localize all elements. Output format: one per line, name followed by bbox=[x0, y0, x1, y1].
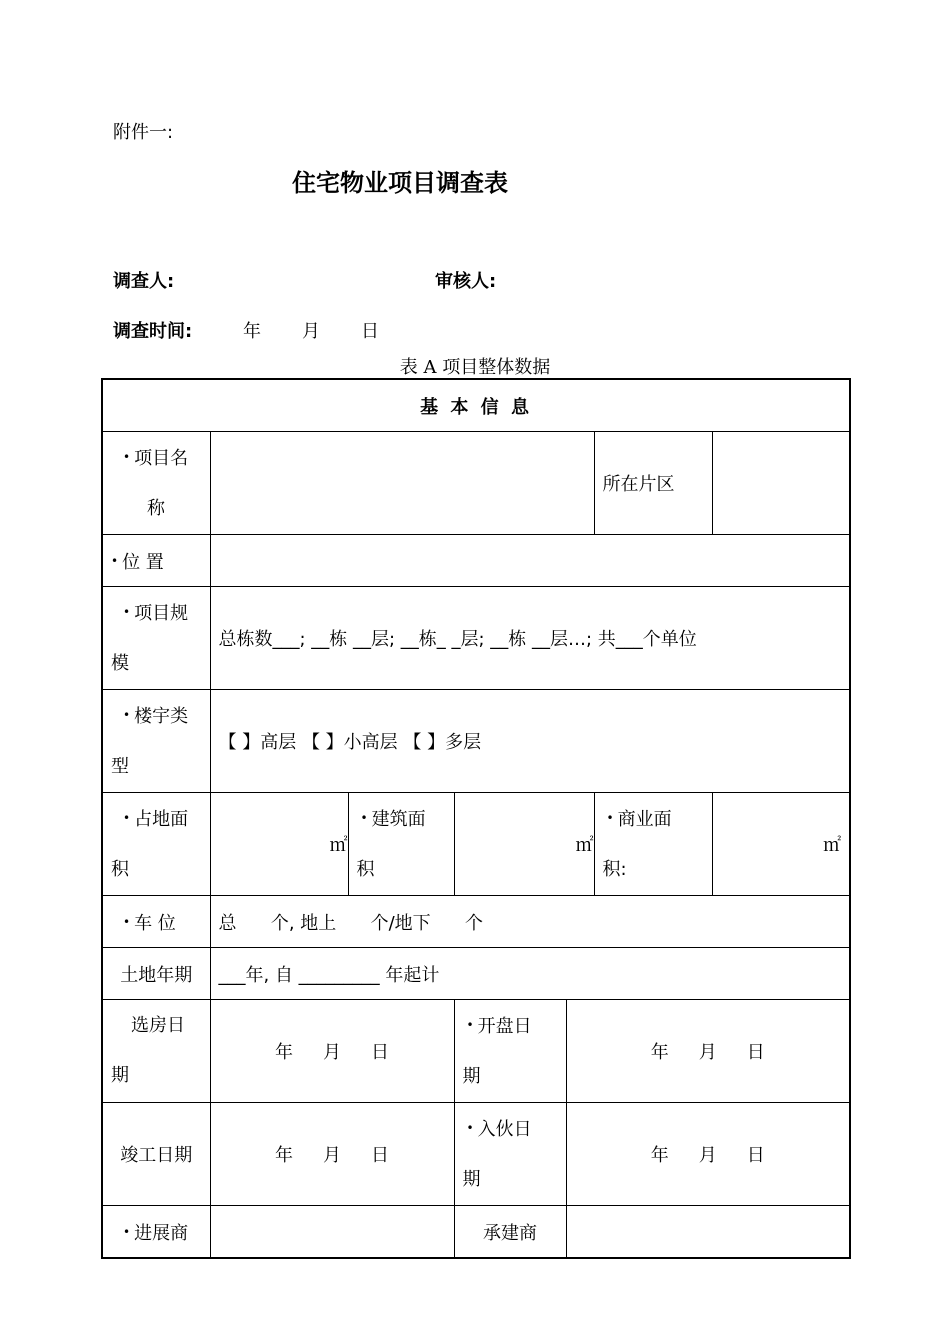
contractor-label: 承建商 bbox=[454, 1206, 566, 1259]
survey-time-month: 月 bbox=[302, 321, 320, 342]
bullet-icon: • bbox=[123, 708, 131, 722]
attachment-label: 附件一: bbox=[113, 122, 174, 143]
opening-date-field[interactable]: 年 月 日 bbox=[566, 1000, 850, 1103]
sqm-unit: ㎡ bbox=[329, 835, 348, 856]
floor-area-label: • 建筑面 积 bbox=[348, 793, 454, 896]
developer-field[interactable] bbox=[210, 1206, 454, 1259]
bullet-icon: • bbox=[111, 553, 119, 568]
survey-time-label: 调查时间: bbox=[113, 321, 193, 342]
page-title: 住宅物业项目调查表 bbox=[292, 169, 508, 197]
commercial-area-label: • 商业面 积: bbox=[594, 793, 712, 896]
move-in-date-field[interactable]: 年 月 日 bbox=[566, 1103, 850, 1206]
district-field[interactable] bbox=[712, 432, 850, 535]
location-label: • 位 置 bbox=[102, 535, 210, 587]
project-scale-label: • 项目规 模 bbox=[102, 587, 210, 690]
land-term-field[interactable]: ___年, 自 _________ 年起计 bbox=[210, 948, 850, 1000]
land-area-field[interactable] bbox=[210, 793, 348, 896]
parking-label: • 车 位 bbox=[102, 896, 210, 948]
bullet-icon: • bbox=[360, 811, 368, 825]
location-field[interactable] bbox=[210, 535, 850, 587]
bullet-icon: • bbox=[606, 811, 614, 825]
opening-date-label: • 开盘日 期 bbox=[454, 1000, 566, 1103]
project-scale-field[interactable]: 总栋数___; __栋 __层; __栋_ _层; __栋 __层…; 共___个单位 bbox=[210, 587, 850, 690]
completion-date-label: 竣工日期 bbox=[102, 1103, 210, 1206]
selection-date-field[interactable]: 年 月 日 bbox=[210, 1000, 454, 1103]
district-label: 所在片区 bbox=[594, 432, 712, 535]
project-name-label: • 项目名 称 bbox=[102, 432, 210, 535]
sqm-unit: ㎡ bbox=[575, 835, 594, 856]
table-caption: 表 A 项目整体数据 bbox=[399, 357, 551, 378]
project-name-field[interactable] bbox=[210, 432, 594, 535]
bullet-icon: • bbox=[123, 450, 131, 464]
building-type-field[interactable]: 【 】高层 【 】小高层 【 】多层 bbox=[210, 690, 850, 793]
bullet-icon: • bbox=[466, 1018, 474, 1032]
survey-time-year: 年 bbox=[243, 321, 261, 342]
land-area-label: • 占地面 积 bbox=[102, 793, 210, 896]
contractor-field[interactable] bbox=[566, 1206, 850, 1259]
bullet-icon: • bbox=[123, 1224, 131, 1239]
surveyor-label: 调查人: bbox=[113, 271, 175, 292]
bullet-icon: • bbox=[466, 1121, 474, 1135]
building-type-label: • 楼宇类 型 bbox=[102, 690, 210, 793]
survey-time-day: 日 bbox=[361, 321, 379, 342]
project-survey-table bbox=[101, 378, 851, 1259]
parking-field[interactable]: 总 个, 地上 个/地下 个 bbox=[210, 896, 850, 948]
section-title-basic-info: 基 本 信 息 bbox=[102, 379, 850, 432]
completion-date-field[interactable]: 年 月 日 bbox=[210, 1103, 454, 1206]
reviewer-label: 审核人: bbox=[435, 271, 497, 292]
selection-date-label: 选房日 期 bbox=[102, 1000, 210, 1103]
bullet-icon: • bbox=[123, 811, 131, 825]
commercial-area-field[interactable] bbox=[712, 793, 850, 896]
bullet-icon: • bbox=[123, 914, 131, 929]
bullet-icon: • bbox=[123, 605, 131, 619]
land-term-label: 土地年期 bbox=[102, 948, 210, 1000]
sqm-unit: ㎡ bbox=[823, 835, 842, 856]
floor-area-field[interactable] bbox=[454, 793, 594, 896]
move-in-date-label: • 入伙日 期 bbox=[454, 1103, 566, 1206]
developer-label: • 进展商 bbox=[102, 1206, 210, 1259]
